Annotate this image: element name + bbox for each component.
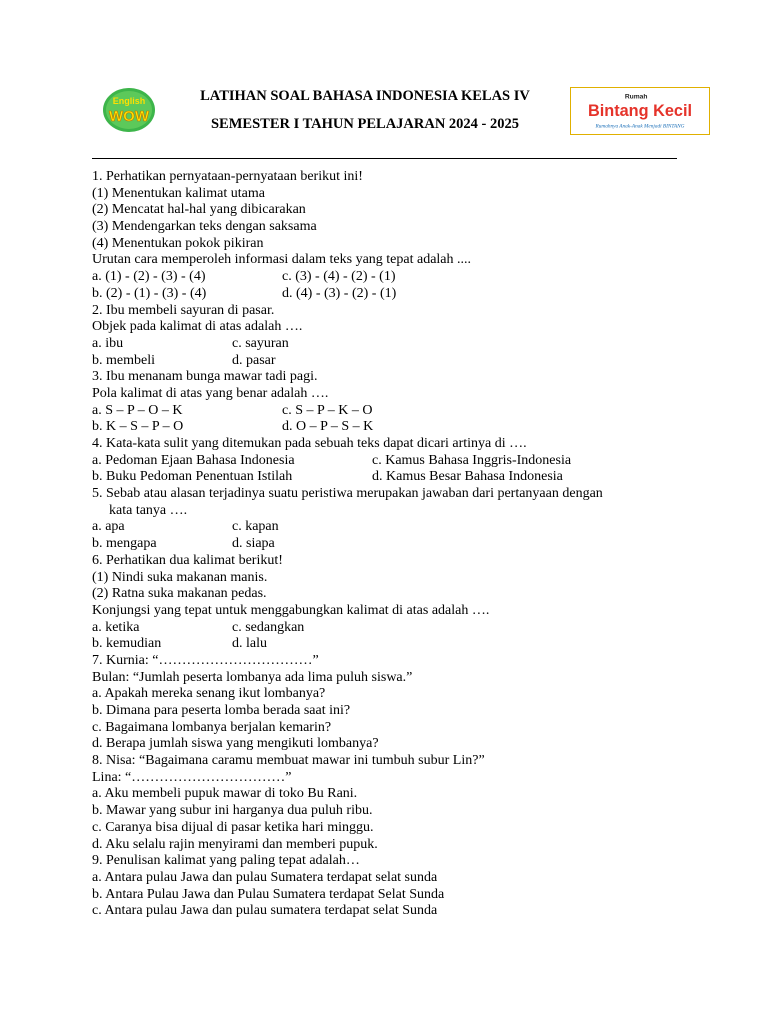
option-b: b. mengapa: [92, 536, 157, 552]
logo-left-main-text: WOW: [109, 108, 149, 125]
option-d: d. Berapa jumlah siswa yang mengikuti lombanya?: [92, 736, 379, 752]
question-2-options-row: [92, 353, 676, 370]
question-6-line: (1) Nindi suka makanan manis.: [92, 569, 268, 585]
option-d: d. Kamus Besar Bahasa Indonesia: [372, 469, 563, 485]
question-3-options-row: [92, 403, 676, 420]
logo-right-small-text: Rumah: [624, 93, 648, 101]
option-c: c. Kamus Bahasa Inggris-Indonesia: [372, 452, 572, 468]
option-a: a. S – P – O – K: [92, 402, 183, 418]
logo-right-tagline: Rumahnya Anak-Anak Menjadi BINTANG: [595, 123, 685, 130]
rumah-bintang-kecil-logo: [570, 87, 710, 135]
option-c: c. Bagaimana lombanya berjalan kemarin?: [92, 719, 332, 735]
option-c: c. kapan: [232, 519, 279, 535]
question-6-line: (2) Ratna suka makanan pedas.: [92, 586, 267, 602]
option-c: c. sedangkan: [232, 619, 305, 635]
option-b: b. K – S – P – O: [92, 419, 184, 435]
question-6-options-row: [92, 636, 676, 653]
option-b: b. membeli: [92, 352, 155, 368]
question-1-options-row: [92, 269, 676, 286]
logo-right-main-text: Bintang Kecil: [587, 101, 693, 120]
option-b: b. kemudian: [92, 636, 162, 652]
question-5-options-row: [92, 536, 676, 553]
option-c: c. sayuran: [232, 335, 289, 351]
question-6-options-row: [92, 620, 676, 637]
option-d: d. pasar: [232, 352, 276, 368]
option-a: a. apa: [92, 519, 125, 535]
question-5-stem-continuation: kata tanya ….: [109, 502, 188, 518]
question-list: [92, 169, 676, 920]
option-c: c. (3) - (4) - (2) - (1): [282, 269, 396, 285]
question-1-options-row: [92, 286, 676, 303]
logo-left-top-text: English: [112, 96, 146, 106]
option-d: d. siapa: [232, 536, 275, 552]
question-2-stem: 2. Ibu membeli sayuran di pasar.: [92, 302, 275, 318]
option-a: a. ibu: [92, 335, 124, 351]
question-6-line: Konjungsi yang tepat untuk menggabungkan kalimat di atas adalah ….: [92, 602, 490, 618]
option-c: c. Caranya bisa dijual di pasar ketika hari minggu.: [92, 819, 374, 835]
option-b: b. Antara Pulau Jawa dan Pulau Sumatera terdapat Selat Sunda: [92, 886, 445, 902]
question-1-line: (3) Mendengarkan teks dengan saksama: [92, 219, 317, 235]
option-a: a. Pedoman Ejaan Bahasa Indonesia: [92, 452, 295, 468]
option-d: d. O – P – S – K: [282, 419, 374, 435]
question-3-line: Pola kalimat di atas yang benar adalah ….: [92, 385, 329, 401]
question-1-line: Urutan cara memperoleh informasi dalam teks yang tepat adalah ....: [92, 252, 472, 268]
header-divider: [92, 158, 677, 159]
english-wow-logo: [102, 87, 156, 133]
question-7-line: Bulan: “Jumlah peserta lombanya ada lima puluh siswa.”: [92, 669, 413, 685]
question-3-options-row: [92, 419, 676, 436]
question-4-stem: 4. Kata-kata sulit yang ditemukan pada sebuah teks dapat dicari artinya di ….: [92, 436, 527, 451]
question-1-line: (1) Menentukan kalimat utama: [92, 185, 265, 201]
question-4-options-row: [92, 469, 676, 486]
question-4-options-row: [92, 453, 676, 470]
option-c: c. Antara pulau Jawa dan pulau sumatera terdapat selat Sunda: [92, 903, 438, 919]
question-2-options-row: [92, 336, 676, 353]
option-a: a. Apakah mereka senang ikut lombanya?: [92, 686, 326, 702]
question-1-line: (4) Menentukan pokok pikiran: [92, 235, 264, 251]
question-5-options-row: [92, 519, 676, 536]
option-b: b. Buku Pedoman Penentuan Istilah: [92, 469, 293, 485]
option-d: d. lalu: [232, 636, 267, 652]
option-d: d. Aku selalu rajin menyirami dan memberi pupuk.: [92, 836, 378, 852]
option-b: b. Mawar yang subur ini harganya dua puluh ribu.: [92, 803, 373, 819]
option-d: d. (4) - (3) - (2) - (1): [282, 285, 397, 301]
question-8-line: Lina: “……………………………”: [92, 769, 292, 785]
option-b: b. Dimana para peserta lomba berada saat ini?: [92, 703, 351, 718]
document-title-line-2: SEMESTER I TAHUN PELAJARAN 2024 - 2025: [210, 116, 520, 132]
document-title-line-1: LATIHAN SOAL BAHASA INDONESIA KELAS IV: [200, 88, 530, 104]
question-1-line: (2) Mencatat hal-hal yang dibicarakan: [92, 202, 306, 218]
option-a: a. Antara pulau Jawa dan pulau Sumatera terdapat selat sunda: [92, 869, 438, 885]
option-a: a. Aku membeli pupuk mawar di toko Bu Rani.: [92, 786, 358, 802]
document-header: [0, 0, 768, 160]
question-1-stem: 1. Perhatikan pernyataan-pernyataan berikut ini!: [92, 169, 363, 184]
question-6-stem: 6. Perhatikan dua kalimat berikut!: [92, 552, 283, 568]
question-8-stem: 8. Nisa: “Bagaimana caramu membuat mawar ini tumbuh subur Lin?”: [92, 753, 485, 769]
question-9-stem: 9. Penulisan kalimat yang paling tepat adalah…: [92, 853, 360, 869]
question-3-stem: 3. Ibu menanam bunga mawar tadi pagi.: [92, 369, 318, 385]
question-7-stem: 7. Kurnia: “……………………………”: [92, 652, 319, 668]
question-2-line: Objek pada kalimat di atas adalah ….: [92, 319, 303, 335]
option-a: a. (1) - (2) - (3) - (4): [92, 269, 206, 285]
option-a: a. ketika: [92, 619, 140, 635]
option-b: b. (2) - (1) - (3) - (4): [92, 285, 207, 301]
question-5-stem: 5. Sebab atau alasan terjadinya suatu peristiwa merupakan jawaban dari pertanyaan dengan: [92, 486, 603, 502]
option-c: c. S – P – K – O: [282, 402, 373, 418]
